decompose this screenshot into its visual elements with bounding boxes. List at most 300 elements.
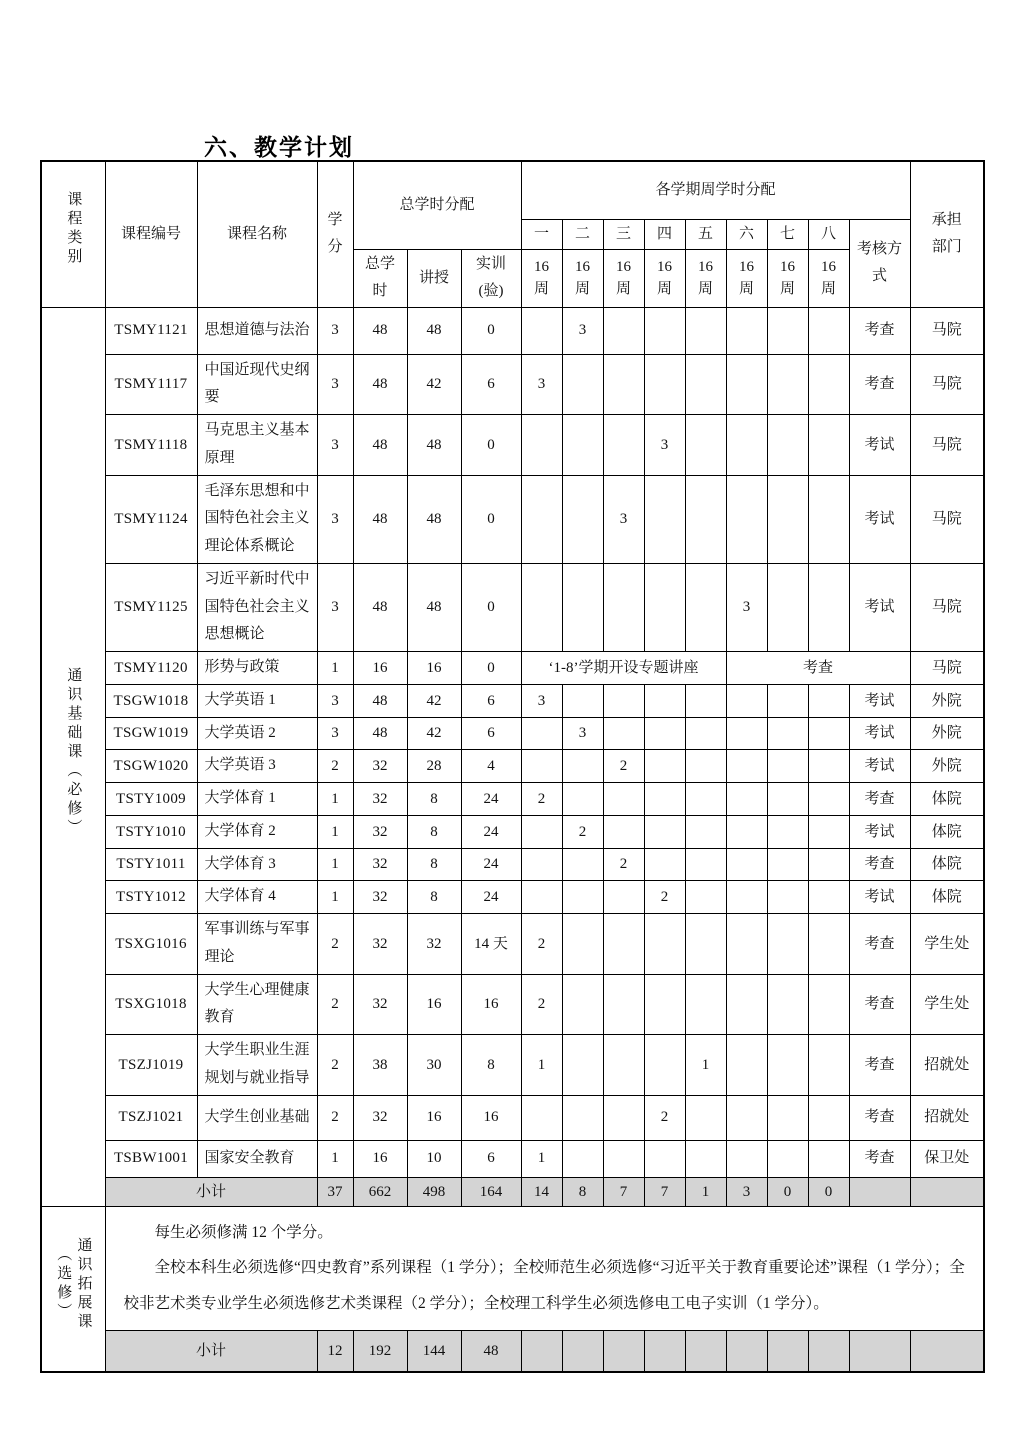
practice-hours-cell: 8 — [461, 1035, 521, 1096]
semester-6-hours-cell — [726, 881, 767, 914]
subtotal-assessment-cell — [849, 1177, 910, 1206]
semester-5-hours-cell — [685, 750, 726, 783]
total-hours-cell: 48 — [353, 415, 407, 476]
category-vertical-label: 通识拓展课（选修） — [55, 1236, 92, 1332]
semester-8-hours-cell — [808, 307, 849, 354]
practice-hours-cell: 16 — [461, 974, 521, 1035]
semester-1-hours-cell — [521, 750, 562, 783]
total-hours-cell: 32 — [353, 914, 407, 975]
semester-1-hours-cell: 3 — [521, 354, 562, 415]
assessment-cell: 考试 — [849, 815, 910, 848]
subtotal-assessment-cell — [849, 1330, 910, 1372]
course-row — [41, 307, 984, 354]
course-row — [41, 914, 984, 975]
semester-5-hours-cell — [685, 848, 726, 881]
practice-hours-cell: 6 — [461, 354, 521, 415]
semester-7-hours-cell — [767, 750, 808, 783]
semester-3-hours-cell — [603, 783, 644, 816]
semester-3-hours-cell — [603, 717, 644, 750]
semester-8-hours-cell — [808, 684, 849, 717]
subtotal-row — [41, 1330, 984, 1372]
semester-5-hours-cell — [685, 1140, 726, 1177]
semester-8-hours-cell — [808, 1035, 849, 1096]
header-semester-2: 二 — [562, 219, 603, 249]
practice-hours-cell: 16 — [461, 1095, 521, 1140]
lecture-hours-cell: 42 — [407, 684, 461, 717]
semester-2-hours-cell — [562, 563, 603, 651]
semester-6-hours-cell — [726, 415, 767, 476]
total-hours-cell: 48 — [353, 354, 407, 415]
header-semester-8: 八 — [808, 219, 849, 249]
assessment-cell: 考查 — [849, 783, 910, 816]
semester-2-hours-cell — [562, 1140, 603, 1177]
semester-4-hours-cell — [644, 750, 685, 783]
course-name-cell: 军事训练与军事理论 — [197, 914, 317, 975]
subtotal-lecture-hours-cell: 144 — [407, 1330, 461, 1372]
course-name-cell: 大学生职业生涯规划与就业指导 — [197, 1035, 317, 1096]
course-row — [41, 881, 984, 914]
semester-4-hours-cell — [644, 354, 685, 415]
semester-3-hours-cell — [603, 1035, 644, 1096]
semester-2-hours-cell: 2 — [562, 815, 603, 848]
semester-8-hours-cell — [808, 354, 849, 415]
header-semester-4: 四 — [644, 219, 685, 249]
course-code-cell: TSMY1124 — [105, 475, 197, 563]
semester-note-cell: ‘1-8’学期开设专题讲座 — [521, 652, 726, 685]
semester-1-hours-cell — [521, 307, 562, 354]
header-weeks-4: 16 周 — [644, 249, 685, 307]
course-name-cell: 大学生创业基础 — [197, 1095, 317, 1140]
subtotal-semester-2-cell: 8 — [562, 1177, 603, 1206]
subtotal-semester-7-cell: 0 — [767, 1177, 808, 1206]
assessment-cell: 考试 — [849, 881, 910, 914]
semester-3-hours-cell: 2 — [603, 848, 644, 881]
assessment-cell: 考查 — [849, 974, 910, 1035]
semester-4-hours-cell: 2 — [644, 1095, 685, 1140]
subtotal-semester-8-cell — [808, 1330, 849, 1372]
course-row — [41, 563, 984, 651]
header-weeks-2: 16 周 — [562, 249, 603, 307]
course-name-cell: 中国近现代史纲要 — [197, 354, 317, 415]
total-hours-cell: 32 — [353, 974, 407, 1035]
semester-4-hours-cell — [644, 684, 685, 717]
semester-6-hours-cell — [726, 1095, 767, 1140]
lecture-hours-cell: 16 — [407, 974, 461, 1035]
subtotal-semester-2-cell — [562, 1330, 603, 1372]
practice-hours-cell: 24 — [461, 848, 521, 881]
header-credit: 学分 — [317, 161, 353, 307]
credit-cell: 1 — [317, 652, 353, 685]
semester-4-hours-cell — [644, 974, 685, 1035]
department-cell: 学生处 — [910, 974, 984, 1035]
course-row — [41, 848, 984, 881]
semester-2-hours-cell — [562, 1035, 603, 1096]
course-code-cell: TSGW1018 — [105, 684, 197, 717]
lecture-hours-cell: 48 — [407, 563, 461, 651]
course-code-cell: TSTY1010 — [105, 815, 197, 848]
semester-6-hours-cell — [726, 783, 767, 816]
header-practice-hours: 实训(验) — [461, 249, 521, 307]
department-cell: 马院 — [910, 652, 984, 685]
total-hours-cell: 16 — [353, 1140, 407, 1177]
total-hours-cell: 48 — [353, 475, 407, 563]
assessment-span-cell: 考查 — [726, 652, 910, 685]
header-course-name: 课程名称 — [197, 161, 317, 307]
course-name-cell: 马克思主义基本原理 — [197, 415, 317, 476]
semester-6-hours-cell — [726, 914, 767, 975]
semester-1-hours-cell — [521, 1095, 562, 1140]
course-row — [41, 1140, 984, 1177]
semester-1-hours-cell — [521, 563, 562, 651]
course-name-cell: 大学英语 1 — [197, 684, 317, 717]
semester-5-hours-cell — [685, 563, 726, 651]
semester-4-hours-cell — [644, 1035, 685, 1096]
semester-8-hours-cell — [808, 881, 849, 914]
course-code-cell: TSMY1120 — [105, 652, 197, 685]
semester-5-hours-cell — [685, 881, 726, 914]
practice-hours-cell: 24 — [461, 815, 521, 848]
course-row — [41, 415, 984, 476]
semester-2-hours-cell — [562, 475, 603, 563]
total-hours-cell: 32 — [353, 1095, 407, 1140]
department-cell: 马院 — [910, 475, 984, 563]
semester-8-hours-cell — [808, 1095, 849, 1140]
semester-2-hours-cell — [562, 415, 603, 476]
course-name-cell: 大学体育 1 — [197, 783, 317, 816]
practice-hours-cell: 24 — [461, 783, 521, 816]
semester-2-hours-cell — [562, 684, 603, 717]
practice-hours-cell: 0 — [461, 652, 521, 685]
semester-8-hours-cell — [808, 974, 849, 1035]
course-row — [41, 354, 984, 415]
course-code-cell: TSZJ1021 — [105, 1095, 197, 1140]
semester-8-hours-cell — [808, 475, 849, 563]
total-hours-cell: 48 — [353, 563, 407, 651]
subtotal-semester-6-cell: 3 — [726, 1177, 767, 1206]
practice-hours-cell: 6 — [461, 684, 521, 717]
semester-6-hours-cell — [726, 815, 767, 848]
semester-7-hours-cell — [767, 563, 808, 651]
semester-6-hours-cell — [726, 1035, 767, 1096]
course-name-cell: 大学英语 2 — [197, 717, 317, 750]
table-body — [41, 307, 984, 1372]
course-name-cell: 习近平新时代中国特色社会主义思想概论 — [197, 563, 317, 651]
semester-6-hours-cell — [726, 1140, 767, 1177]
subtotal-row — [41, 1177, 984, 1206]
credit-cell: 1 — [317, 815, 353, 848]
semester-8-hours-cell — [808, 750, 849, 783]
course-code-cell: TSZJ1019 — [105, 1035, 197, 1096]
course-row — [41, 974, 984, 1035]
total-hours-cell: 32 — [353, 881, 407, 914]
subtotal-total-hours-cell: 662 — [353, 1177, 407, 1206]
course-row — [41, 750, 984, 783]
department-cell: 体院 — [910, 815, 984, 848]
lecture-hours-cell: 48 — [407, 307, 461, 354]
lecture-hours-cell: 8 — [407, 881, 461, 914]
lecture-hours-cell: 42 — [407, 354, 461, 415]
semester-8-hours-cell — [808, 717, 849, 750]
subtotal-lecture-hours-cell: 498 — [407, 1177, 461, 1206]
semester-5-hours-cell — [685, 354, 726, 415]
credit-cell: 3 — [317, 717, 353, 750]
semester-7-hours-cell — [767, 815, 808, 848]
semester-1-hours-cell — [521, 475, 562, 563]
subtotal-department-cell — [910, 1177, 984, 1206]
course-code-cell: TSXG1018 — [105, 974, 197, 1035]
semester-6-hours-cell — [726, 307, 767, 354]
assessment-cell: 考试 — [849, 684, 910, 717]
credit-cell: 1 — [317, 783, 353, 816]
semester-2-hours-cell — [562, 783, 603, 816]
semester-7-hours-cell — [767, 717, 808, 750]
semester-5-hours-cell — [685, 684, 726, 717]
semester-7-hours-cell — [767, 881, 808, 914]
header-category: 课程类别 — [41, 161, 105, 307]
course-name-cell: 国家安全教育 — [197, 1140, 317, 1177]
department-cell: 马院 — [910, 415, 984, 476]
assessment-cell: 考试 — [849, 415, 910, 476]
subtotal-label-cell: 小计 — [105, 1177, 317, 1206]
assessment-cell: 考查 — [849, 848, 910, 881]
semester-3-hours-cell — [603, 914, 644, 975]
semester-6-hours-cell — [726, 717, 767, 750]
semester-2-hours-cell — [562, 750, 603, 783]
semester-7-hours-cell — [767, 1035, 808, 1096]
credit-cell: 3 — [317, 354, 353, 415]
semester-8-hours-cell — [808, 783, 849, 816]
semester-8-hours-cell — [808, 815, 849, 848]
semester-5-hours-cell — [685, 717, 726, 750]
subtotal-department-cell — [910, 1330, 984, 1372]
header-department: 承担部门 — [910, 161, 984, 307]
semester-4-hours-cell — [644, 1140, 685, 1177]
semester-1-hours-cell: 1 — [521, 1035, 562, 1096]
course-row — [41, 652, 984, 685]
header-course-code: 课程编号 — [105, 161, 197, 307]
semester-3-hours-cell — [603, 815, 644, 848]
semester-8-hours-cell — [808, 848, 849, 881]
header-weeks-3: 16 周 — [603, 249, 644, 307]
semester-8-hours-cell — [808, 563, 849, 651]
practice-hours-cell: 0 — [461, 475, 521, 563]
semester-7-hours-cell — [767, 974, 808, 1035]
department-cell: 马院 — [910, 307, 984, 354]
department-cell: 体院 — [910, 881, 984, 914]
header-semester-6: 六 — [726, 219, 767, 249]
practice-hours-cell: 0 — [461, 307, 521, 354]
subtotal-semester-3-cell: 7 — [603, 1177, 644, 1206]
department-cell: 外院 — [910, 684, 984, 717]
lecture-hours-cell: 48 — [407, 475, 461, 563]
semester-5-hours-cell — [685, 974, 726, 1035]
course-name-cell: 大学体育 4 — [197, 881, 317, 914]
semester-3-hours-cell — [603, 307, 644, 354]
semester-1-hours-cell: 1 — [521, 1140, 562, 1177]
credit-cell: 1 — [317, 1140, 353, 1177]
credit-cell: 2 — [317, 1095, 353, 1140]
course-row — [41, 684, 984, 717]
practice-hours-cell: 0 — [461, 415, 521, 476]
header-weeks-6: 16 周 — [726, 249, 767, 307]
total-hours-cell: 32 — [353, 815, 407, 848]
lecture-hours-cell: 8 — [407, 815, 461, 848]
subtotal-semester-4-cell: 7 — [644, 1177, 685, 1206]
semester-1-hours-cell: 2 — [521, 783, 562, 816]
credit-cell: 2 — [317, 974, 353, 1035]
department-cell: 外院 — [910, 750, 984, 783]
semester-5-hours-cell — [685, 815, 726, 848]
credit-cell: 3 — [317, 684, 353, 717]
department-cell: 体院 — [910, 848, 984, 881]
course-code-cell: TSMY1125 — [105, 563, 197, 651]
assessment-cell: 考查 — [849, 1035, 910, 1096]
assessment-cell: 考查 — [849, 1095, 910, 1140]
department-cell: 学生处 — [910, 914, 984, 975]
subtotal-credit-cell: 37 — [317, 1177, 353, 1206]
semester-7-hours-cell — [767, 914, 808, 975]
course-name-cell: 大学体育 3 — [197, 848, 317, 881]
semester-3-hours-cell — [603, 1095, 644, 1140]
practice-hours-cell: 14 天 — [461, 914, 521, 975]
subtotal-semester-6-cell — [726, 1330, 767, 1372]
subtotal-semester-1-cell: 14 — [521, 1177, 562, 1206]
semester-3-hours-cell: 2 — [603, 750, 644, 783]
semester-1-hours-cell — [521, 415, 562, 476]
semester-2-hours-cell: 3 — [562, 307, 603, 354]
credit-cell: 1 — [317, 848, 353, 881]
practice-hours-cell: 6 — [461, 1140, 521, 1177]
semester-2-hours-cell: 3 — [562, 717, 603, 750]
semester-4-hours-cell — [644, 815, 685, 848]
total-hours-cell: 32 — [353, 783, 407, 816]
practice-hours-cell: 0 — [461, 563, 521, 651]
course-code-cell: TSBW1001 — [105, 1140, 197, 1177]
department-cell: 马院 — [910, 354, 984, 415]
header-semester-7: 七 — [767, 219, 808, 249]
notes-cell — [105, 1206, 984, 1330]
assessment-cell: 考查 — [849, 354, 910, 415]
course-row — [41, 475, 984, 563]
course-code-cell: TSTY1012 — [105, 881, 197, 914]
subtotal-semester-5-cell — [685, 1330, 726, 1372]
course-code-cell: TSTY1009 — [105, 783, 197, 816]
semester-5-hours-cell — [685, 1095, 726, 1140]
total-hours-cell: 48 — [353, 307, 407, 354]
assessment-cell: 考查 — [849, 1140, 910, 1177]
semester-7-hours-cell — [767, 354, 808, 415]
assessment-cell: 考试 — [849, 717, 910, 750]
lecture-hours-cell: 30 — [407, 1035, 461, 1096]
header-weekly-group: 各学期周学时分配 — [521, 161, 910, 219]
semester-3-hours-cell — [603, 415, 644, 476]
header-weeks-5: 16 周 — [685, 249, 726, 307]
course-row — [41, 815, 984, 848]
semester-4-hours-cell — [644, 307, 685, 354]
header-lecture-hours: 讲授 — [407, 249, 461, 307]
credit-cell: 1 — [317, 881, 353, 914]
practice-hours-cell: 24 — [461, 881, 521, 914]
note-paragraph: 全校本科生必须选修“四史教育”系列课程（1 学分）；全校师范生必须选修“习近平关于教育重要论述”课程（1 学分）；全校非艺术类专业学生必须选修艺术类课程（2 学分）；全校理工科学生必须选修电工电子实训（1 学分）。 — [123, 1259, 965, 1313]
course-code-cell: TSTY1011 — [105, 848, 197, 881]
semester-1-hours-cell: 2 — [521, 914, 562, 975]
assessment-cell: 考试 — [849, 750, 910, 783]
semester-7-hours-cell — [767, 848, 808, 881]
header-weeks-1: 16 周 — [521, 249, 562, 307]
semester-3-hours-cell — [603, 684, 644, 717]
semester-3-hours-cell — [603, 563, 644, 651]
semester-4-hours-cell: 3 — [644, 415, 685, 476]
subtotal-semester-5-cell: 1 — [685, 1177, 726, 1206]
category-cell — [41, 307, 105, 1206]
lecture-hours-cell: 16 — [407, 652, 461, 685]
course-name-cell: 毛泽东思想和中国特色社会主义理论体系概论 — [197, 475, 317, 563]
page-title: 六、教学计划 — [204, 134, 354, 160]
lecture-hours-cell: 28 — [407, 750, 461, 783]
department-cell: 体院 — [910, 783, 984, 816]
lecture-hours-cell: 8 — [407, 848, 461, 881]
subtotal-semester-8-cell: 0 — [808, 1177, 849, 1206]
credit-cell: 2 — [317, 1035, 353, 1096]
semester-4-hours-cell — [644, 914, 685, 975]
semester-5-hours-cell — [685, 783, 726, 816]
total-hours-cell: 48 — [353, 684, 407, 717]
course-code-cell: TSXG1016 — [105, 914, 197, 975]
header-assessment: 考核方式 — [849, 219, 910, 307]
course-name-cell: 思想道德与法治 — [197, 307, 317, 354]
lecture-hours-cell: 42 — [407, 717, 461, 750]
semester-4-hours-cell — [644, 563, 685, 651]
course-name-cell: 大学英语 3 — [197, 750, 317, 783]
department-cell: 招就处 — [910, 1035, 984, 1096]
semester-1-hours-cell: 3 — [521, 684, 562, 717]
semester-6-hours-cell — [726, 750, 767, 783]
subtotal-credit-cell: 12 — [317, 1330, 353, 1372]
semester-3-hours-cell — [603, 354, 644, 415]
semester-8-hours-cell — [808, 415, 849, 476]
subtotal-semester-7-cell — [767, 1330, 808, 1372]
total-hours-cell: 16 — [353, 652, 407, 685]
header-semester-5: 五 — [685, 219, 726, 249]
course-row — [41, 783, 984, 816]
semester-5-hours-cell — [685, 475, 726, 563]
course-name-cell: 大学体育 2 — [197, 815, 317, 848]
category-cell — [41, 1206, 105, 1372]
semester-1-hours-cell — [521, 848, 562, 881]
course-name-cell: 大学生心理健康教育 — [197, 974, 317, 1035]
credit-cell: 3 — [317, 415, 353, 476]
semester-4-hours-cell — [644, 783, 685, 816]
lecture-hours-cell: 32 — [407, 914, 461, 975]
teaching-plan-table — [40, 160, 985, 1373]
semester-2-hours-cell — [562, 354, 603, 415]
semester-1-hours-cell — [521, 881, 562, 914]
subtotal-practice-hours-cell: 164 — [461, 1177, 521, 1206]
semester-7-hours-cell — [767, 307, 808, 354]
total-hours-cell: 32 — [353, 848, 407, 881]
semester-2-hours-cell — [562, 1095, 603, 1140]
subtotal-semester-3-cell — [603, 1330, 644, 1372]
course-code-cell: TSGW1019 — [105, 717, 197, 750]
semester-5-hours-cell — [685, 415, 726, 476]
semester-3-hours-cell — [603, 1140, 644, 1177]
semester-1-hours-cell: 2 — [521, 974, 562, 1035]
header-total-hours: 总学时 — [353, 249, 407, 307]
course-code-cell: TSMY1118 — [105, 415, 197, 476]
header-semester-1: 一 — [521, 219, 562, 249]
course-row — [41, 717, 984, 750]
lecture-hours-cell: 48 — [407, 415, 461, 476]
